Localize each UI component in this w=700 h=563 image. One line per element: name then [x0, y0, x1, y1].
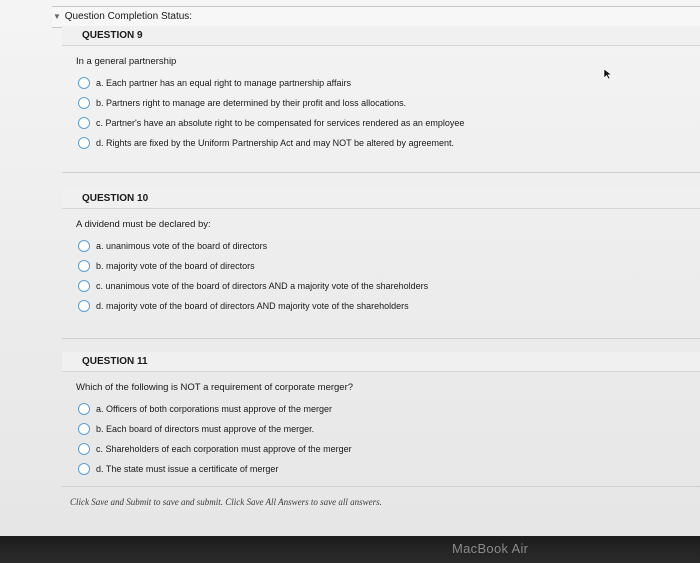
radio-button[interactable]: [78, 97, 90, 109]
radio-button[interactable]: [78, 463, 90, 475]
answer-option-d[interactable]: [78, 459, 700, 479]
option-label: d. majority vote of the board of directors AND majority vote of the shareholders: [96, 301, 409, 311]
mouse-cursor-icon: [603, 68, 613, 80]
answer-option-b[interactable]: [78, 256, 700, 276]
answer-option-a[interactable]: [78, 399, 700, 419]
device-brand-label: MacBook Air: [452, 541, 529, 556]
radio-button[interactable]: [78, 240, 90, 252]
divider: [62, 486, 700, 487]
save-instructions: Click Save and Submit to save and submit. Click Save All Answers to save all answers.: [70, 497, 382, 507]
question-title: QUESTION 9: [62, 26, 700, 46]
question-completion-status[interactable]: [52, 6, 700, 28]
radio-button[interactable]: [78, 137, 90, 149]
laptop-bezel: [0, 536, 700, 563]
option-label: b. Each board of directors must approve of the merger.: [96, 424, 315, 434]
answer-option-c[interactable]: [78, 276, 700, 296]
option-label: d. Rights are fixed by the Uniform Partnership Act and may NOT be altered by agreement.: [96, 138, 455, 148]
option-label: b. Partners right to manage are determined by their profit and loss allocations.: [96, 98, 407, 108]
option-label: c. Shareholders of each corporation must approve of the merger: [96, 444, 352, 454]
status-label: Question Completion Status:: [64, 11, 193, 22]
answer-option-c[interactable]: [78, 113, 700, 133]
answer-option-b[interactable]: [78, 419, 700, 439]
question-9: [62, 26, 700, 153]
answer-option-a[interactable]: [78, 236, 700, 256]
question-11: [62, 352, 700, 479]
radio-button[interactable]: [78, 117, 90, 129]
divider: [62, 172, 700, 173]
question-10: [62, 189, 700, 316]
answer-option-d[interactable]: [78, 296, 700, 316]
option-label: c. Partner's have an absolute right to be compensated for services rendered as an employee: [96, 118, 465, 128]
radio-button[interactable]: [78, 403, 90, 415]
option-label: b. majority vote of the board of directors: [96, 261, 255, 271]
option-label: d. The state must issue a certificate of merger: [96, 464, 279, 474]
divider: [62, 338, 700, 339]
answer-option-b[interactable]: [78, 93, 700, 113]
question-prompt: In a general partnership: [76, 56, 177, 67]
radio-button[interactable]: [78, 280, 90, 292]
option-label: a. Each partner has an equal right to manage partnership affairs: [96, 78, 351, 88]
question-title: QUESTION 11: [62, 352, 700, 372]
option-label: c. unanimous vote of the board of directors AND a majority vote of the shareholders: [96, 281, 429, 291]
radio-button[interactable]: [78, 443, 90, 455]
question-prompt: A dividend must be declared by:: [76, 219, 211, 230]
question-title: QUESTION 10: [62, 189, 700, 209]
answer-option-d[interactable]: [78, 133, 700, 153]
radio-button[interactable]: [78, 260, 90, 272]
option-label: a. unanimous vote of the board of directors: [96, 241, 268, 251]
answer-option-c[interactable]: [78, 439, 700, 459]
question-prompt: Which of the following is NOT a requirement of corporate merger?: [76, 382, 354, 393]
radio-button[interactable]: [78, 423, 90, 435]
option-label: a. Officers of both corporations must approve of the merger: [96, 404, 332, 414]
radio-button[interactable]: [78, 300, 90, 312]
radio-button[interactable]: [78, 77, 90, 89]
collapse-caret-icon[interactable]: ▼: [53, 12, 61, 21]
